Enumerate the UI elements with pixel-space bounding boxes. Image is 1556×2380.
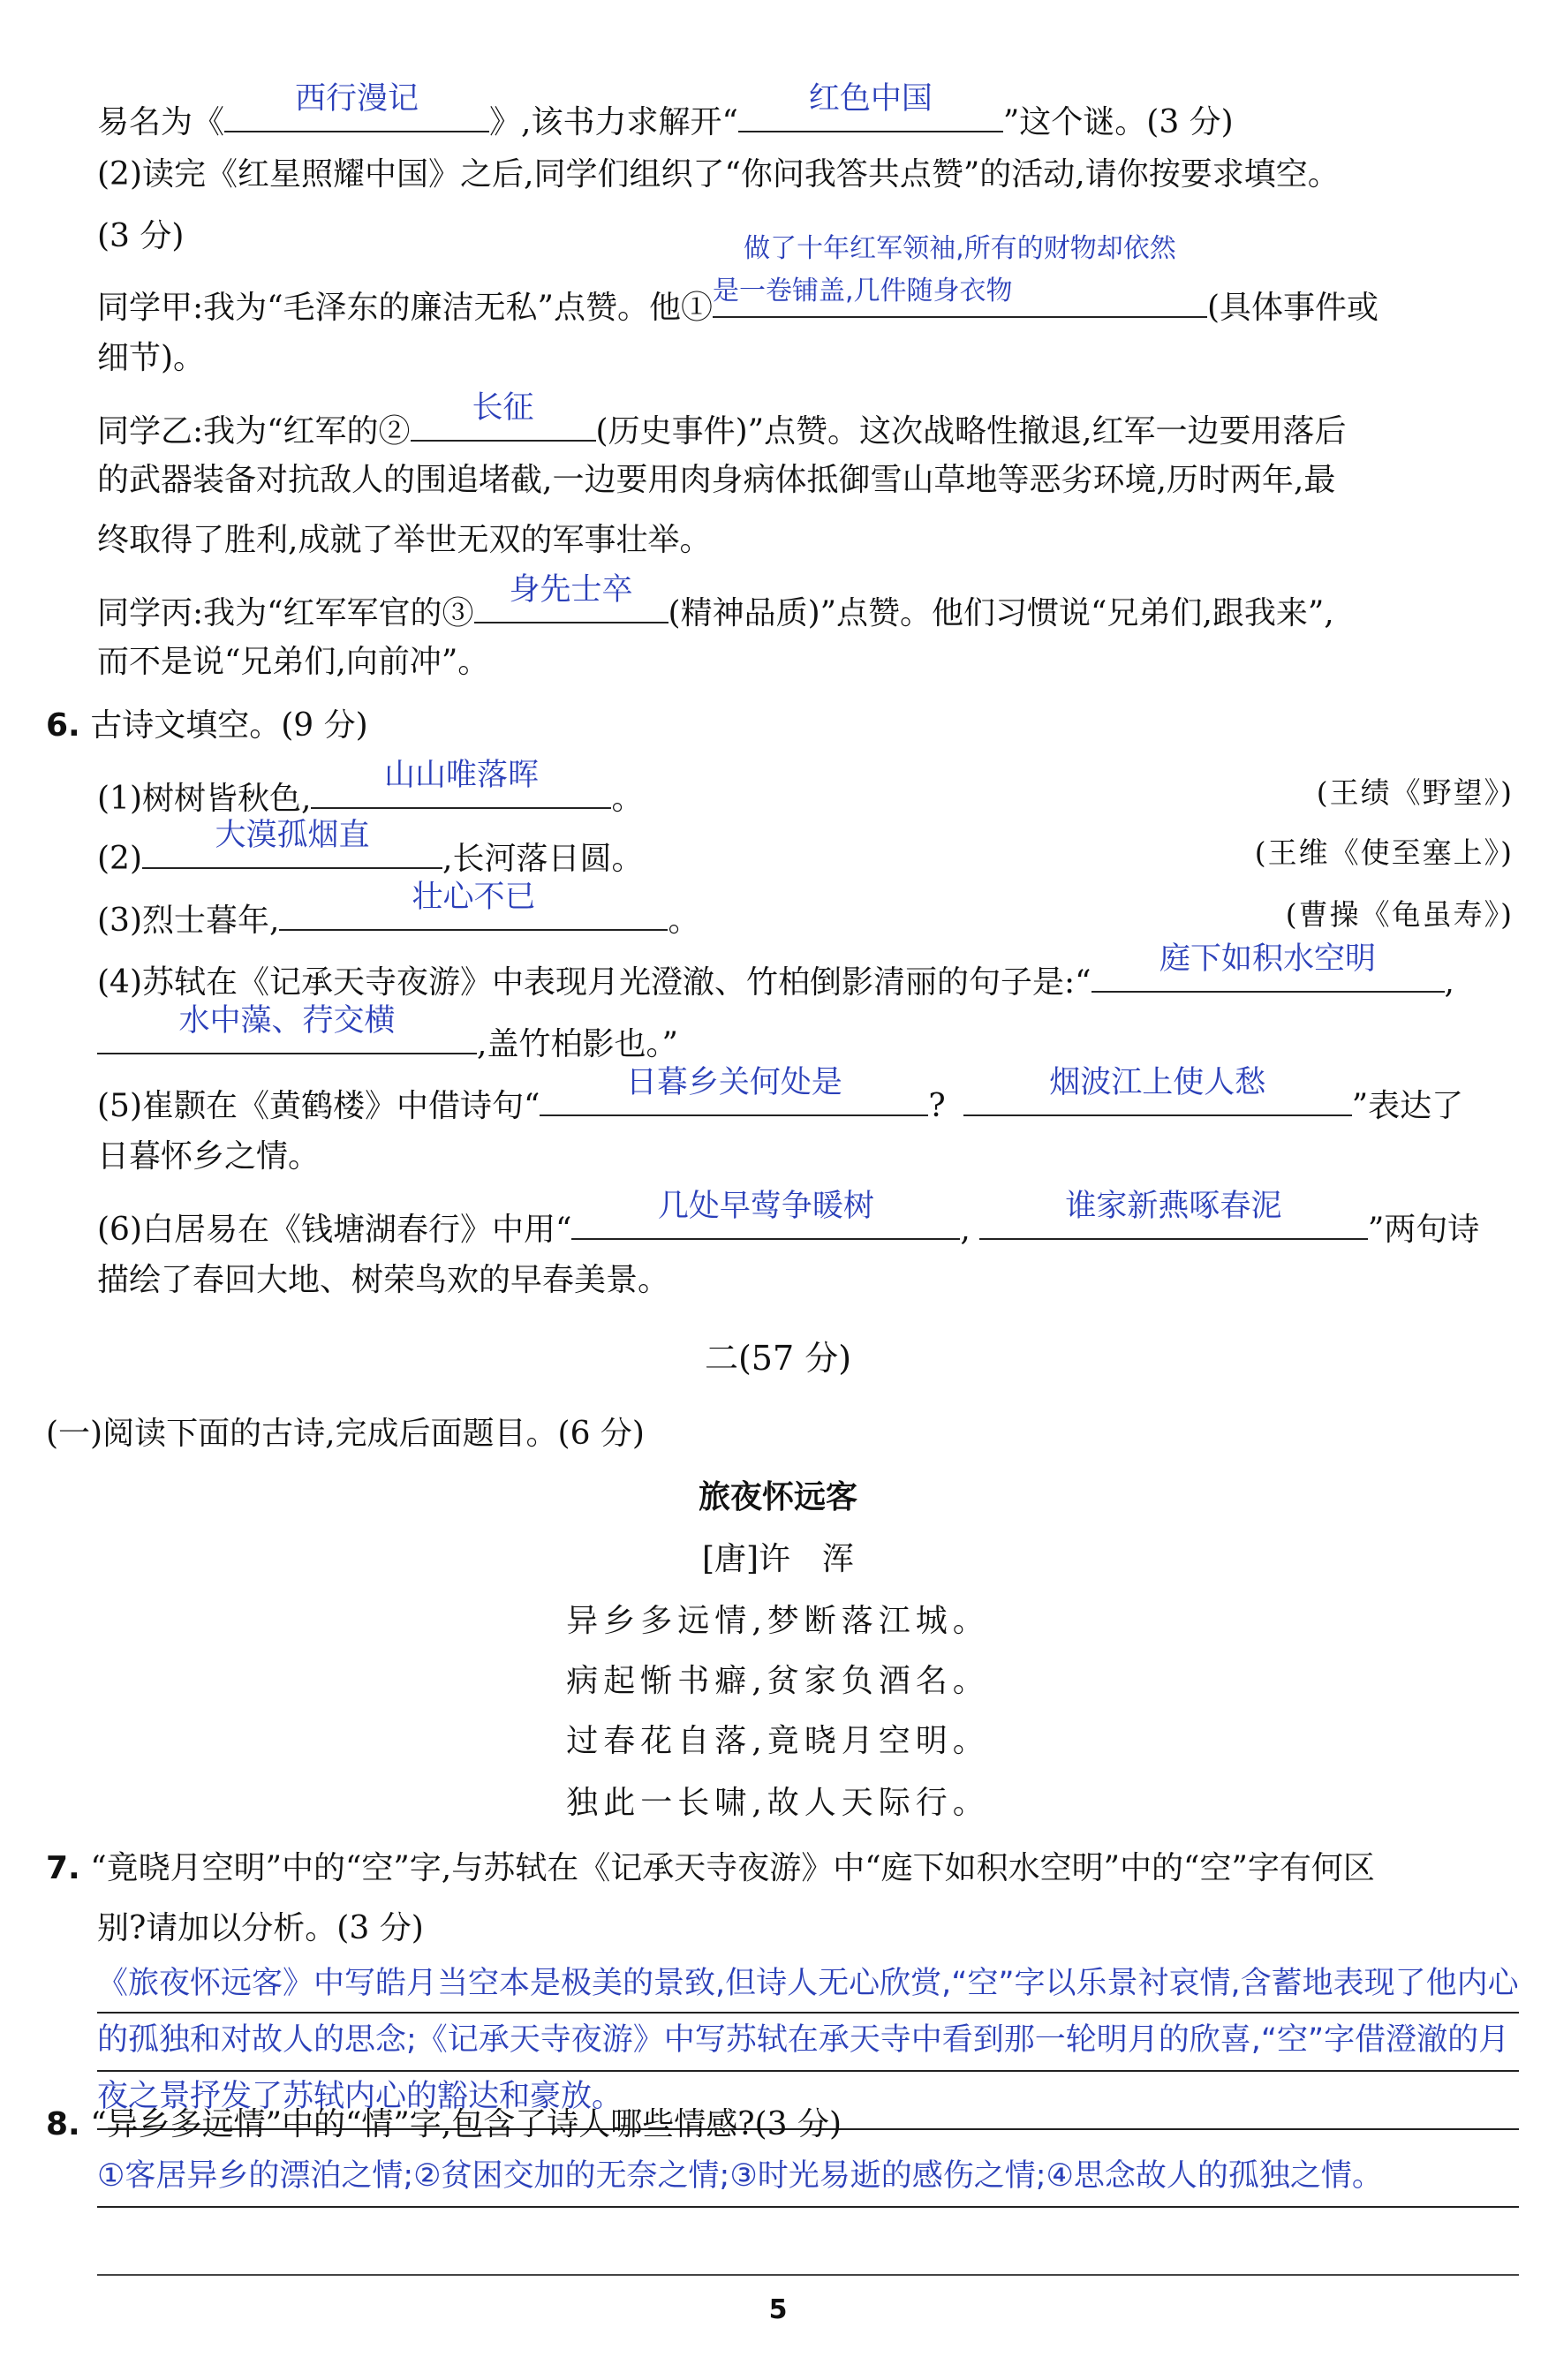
q6-item5-line2: 日暮怀乡之情。 bbox=[97, 1138, 321, 1175]
blank-q6-2[interactable]: 大漠孤烟直 bbox=[142, 825, 442, 869]
q6-item1-source: (王绩《野望》) bbox=[1316, 775, 1514, 810]
poem-line: 异乡多远情,梦断落江城。 bbox=[566, 1603, 990, 1639]
q5-bing-line1: 同学丙:我为“红军军官的③ 身先士卒 (精神品质)”点赞。他们习惯说“兄弟们,跟我来”, bbox=[97, 572, 1334, 631]
blank-q6-6a[interactable]: 几处早莺争暖树 bbox=[571, 1196, 960, 1240]
q5-yi-line3: 终取得了胜利,成就了举世无双的军事壮举。 bbox=[97, 522, 712, 558]
q6-item2: (2) 大漠孤烟直 ,长河落日圆。 bbox=[97, 818, 644, 877]
q5-jia-line1: 同学甲:我为“毛泽东的廉洁无私”点赞。他① 做了十年红军领袖,所有的财物却依然 是一卷铺盖,几件随身衣物 (具体事件或 bbox=[97, 233, 1378, 326]
blank-q6-5a[interactable]: 日暮乡关何处是 bbox=[540, 1072, 928, 1116]
blank-q6-4a[interactable]: 庭下如积水空明 bbox=[1091, 948, 1445, 993]
blank-q6-5b[interactable]: 烟波江上使人愁 bbox=[963, 1072, 1352, 1116]
q8-line1: 8. “异乡多远情”中的“情”字,包含了诗人哪些情感?(3 分) bbox=[46, 2106, 842, 2142]
blank-q5-jia[interactable]: 做了十年红军领袖,所有的财物却依然 是一卷铺盖,几件随身衣物 bbox=[713, 274, 1207, 318]
q5-line1: 易名为《 西行漫记 》,该书力求解开“ 红色中国 ”这个谜。(3 分) bbox=[97, 81, 1234, 140]
blank-q5-yi[interactable]: 长征 bbox=[411, 397, 596, 442]
q6-item6-line1: (6)白居易在《钱塘湖春行》中用“ 几处早莺争暖树 , 谁家新燕啄春泥 ”两句诗 bbox=[97, 1189, 1480, 1248]
blank-q6-3[interactable]: 壮心不已 bbox=[279, 887, 668, 931]
q5-jia-line2: 细节)。 bbox=[97, 340, 206, 376]
blank-q5-bing[interactable]: 身先士卒 bbox=[474, 579, 668, 623]
q6-item5-line1: (5)崔颢在《黄鹤楼》中借诗句“ 日暮乡关何处是 ? 烟波江上使人愁 ”表达了 bbox=[97, 1065, 1464, 1124]
q5-sub2-line1: (2)读完《红星照耀中国》之后,同学们组织了“你问我答共点赞”的活动,请你按要求填空。 bbox=[97, 156, 1340, 193]
poem-author: [唐]许 浑 bbox=[701, 1541, 855, 1577]
poem-title: 旅夜怀远客 bbox=[698, 1479, 857, 1515]
answer-rule bbox=[97, 2206, 1519, 2208]
q6-item2-source: (王维《使至塞上》) bbox=[1254, 835, 1514, 870]
q6-item3: (3)烈士暮年, 壮心不已 。 bbox=[97, 880, 700, 939]
q6-item4-line1: (4)苏轼在《记承天寺夜游》中表现月光澄澈、竹柏倒影清丽的句子是:“ 庭下如积水空明 , bbox=[97, 941, 1454, 1001]
q7-handwritten-answer[interactable]: 《旅夜怀远客》中写皓月当空本是极美的景致,但诗人无心欣赏,“空”字以乐景衬哀情,含蓄地表现了他内心的孤独和对故人的思念;《记承天寺夜游》中写苏轼在承天寺中看到那一轮明月的欣喜,“空”字借澄澈的月夜之景抒发了苏轼内心的豁达和豪放。 bbox=[97, 1966, 1519, 2114]
q6-item4-line2: 水中藻、荇交横 ,盖竹柏影也。” bbox=[97, 1010, 678, 1068]
q7-line1: 7. “竟晓月空明”中的“空”字,与苏轼在《记承天寺夜游》中“庭下如积水空明”中的“空”字有何区 bbox=[46, 1850, 1375, 1886]
section-part1-instruction: (一)阅读下面的古诗,完成后面题目。(6 分) bbox=[46, 1416, 645, 1452]
section-heading: 二(57 分) bbox=[704, 1339, 852, 1378]
blank-q6-4b[interactable]: 水中藻、荇交横 bbox=[97, 1010, 477, 1054]
blank-q5-book-title[interactable]: 西行漫记 bbox=[224, 88, 489, 132]
q5-yi-line2: 的武器装备对抗敌人的围追堵截,一边要用肉身病体抵御雪山草地等恶劣环境,历时两年,最 bbox=[97, 462, 1336, 498]
q6-heading: 6. 古诗文填空。(9 分) bbox=[46, 707, 368, 744]
q7-line2: 别?请加以分析。(3 分) bbox=[97, 1910, 424, 1946]
poem-line: 独此一长啸,故人天际行。 bbox=[566, 1785, 990, 1821]
blank-q6-6b[interactable]: 谁家新燕啄春泥 bbox=[979, 1196, 1368, 1240]
q5-sub2-line2: (3 分) bbox=[97, 218, 185, 254]
q6-item3-source: (曹操《龟虽寿》) bbox=[1285, 897, 1514, 932]
q6-item1: (1)树树皆秋色, 山山唯落晖 。 bbox=[97, 758, 644, 817]
page-number: 5 bbox=[768, 2294, 788, 2325]
blank-q5-mystery[interactable]: 红色中国 bbox=[738, 88, 1003, 132]
q8-handwritten-answer[interactable]: ①客居异乡的漂泊之情;②贫困交加的无奈之情;③时光易逝的感伤之情;④思念故人的孤独之情。 bbox=[97, 2158, 1383, 2194]
poem-line: 病起惭书癖,贫家负酒名。 bbox=[566, 1663, 990, 1699]
q5-bing-line2: 而不是说“兄弟们,向前冲”。 bbox=[97, 644, 490, 680]
q5-yi-line1: 同学乙:我为“红军的② 长征 (历史事件)”点赞。这次战略性撤退,红军一边要用落后 bbox=[97, 390, 1347, 450]
poem-line: 过春花自落,竟晓月空明。 bbox=[566, 1723, 990, 1759]
footer-rule bbox=[97, 2274, 1519, 2276]
blank-q6-1[interactable]: 山山唯落晖 bbox=[311, 765, 611, 809]
q6-item6-line2: 描绘了春回大地、树荣鸟欢的早春美景。 bbox=[97, 1262, 670, 1298]
